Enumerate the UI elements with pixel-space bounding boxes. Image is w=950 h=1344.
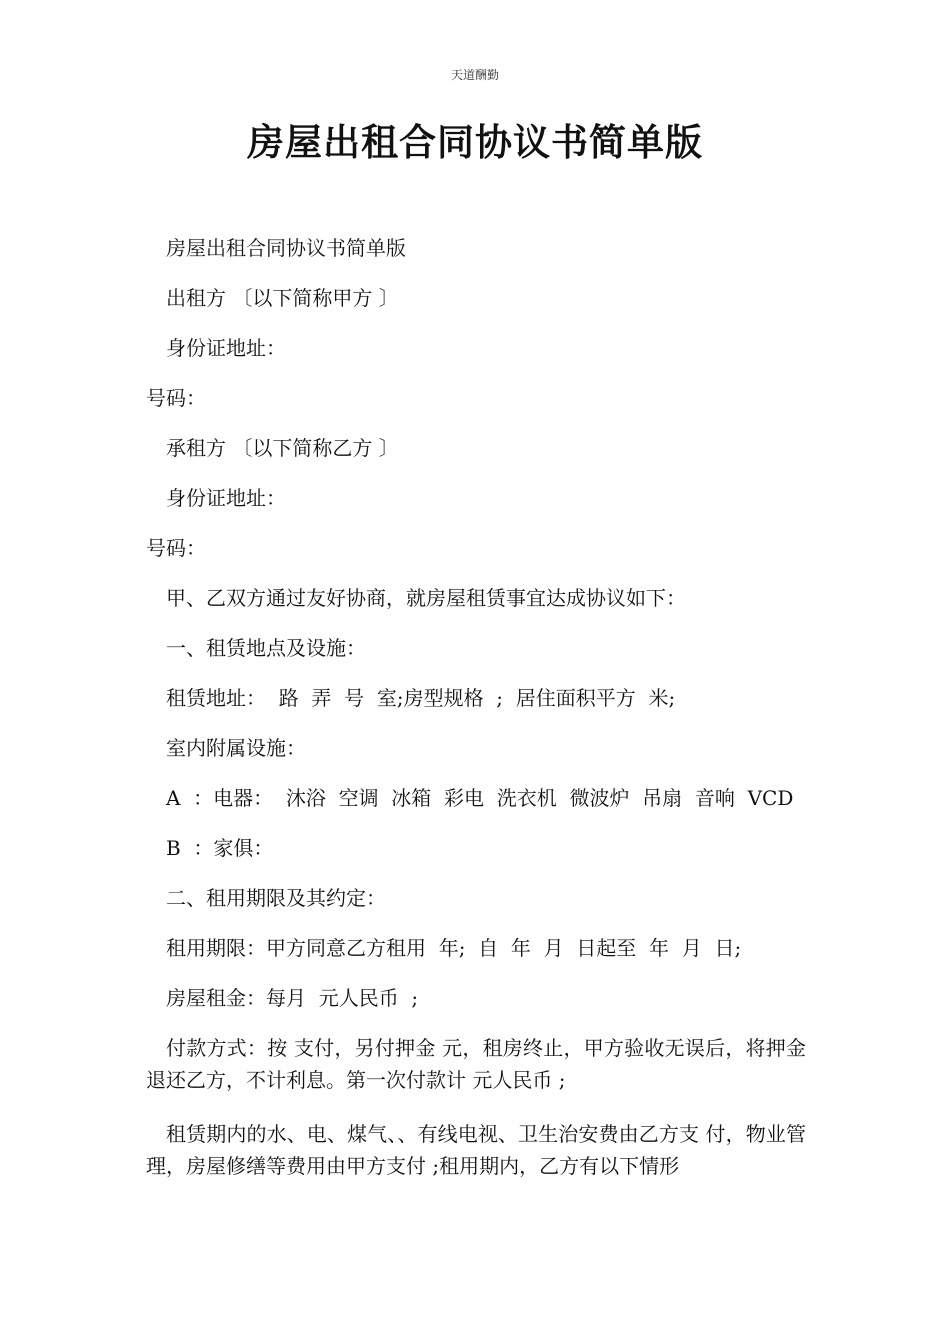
paragraph-section-one-heading: 一、租赁地点及设施： xyxy=(166,636,366,660)
paragraph-lessor-id-number: 号码： xyxy=(146,386,206,410)
paragraph-utilities: 租赁期内的水、电、煤气、、有线电视、卫生治安费由乙方支 付，物业管理，房屋修缮等费用由甲方支付 ;租用期内，乙方有以下情形 xyxy=(146,1122,806,1178)
paragraph-appliances: A ：电器： 沐浴 空调 冰箱 彩电 洗衣机 微波炉 吊扇 音响 VCD xyxy=(166,786,794,810)
document-body xyxy=(146,232,806,1182)
paragraph-furniture: B ：家俱： xyxy=(166,836,274,860)
paragraph-monthly-rent: 房屋租金：每月 元人民币 ; xyxy=(166,986,419,1010)
paragraph-lessor-id-address: 身份证地址： xyxy=(166,336,286,360)
paragraph-lessee-id-address: 身份证地址： xyxy=(166,486,286,510)
paragraph-payment-method: 付款方式：按 支付，另付押金 元，租房终止，甲方验收无误后，将押金退还乙方，不计利息。第一次付款计 元人民币 ; xyxy=(146,1036,806,1092)
paragraph-facilities-heading: 室内附属设施： xyxy=(166,736,306,760)
paragraph-lessee-id-number: 号码： xyxy=(146,536,206,560)
paragraph-lessee: 承租方 〔以下简称乙方 〕 xyxy=(166,436,399,460)
paragraph-agreement-intro: 甲、乙双方通过友好协商，就房屋租赁事宜达成协议如下： xyxy=(166,586,686,610)
paragraph-section-two-heading: 二、租用期限及其约定： xyxy=(166,886,386,910)
document-title: 房屋出租合同协议书简单版 xyxy=(247,120,703,164)
paragraph-lease-term: 租用期限：甲方同意乙方租用 年; 自 年 月 日起至 年 月 日; xyxy=(166,936,742,960)
paragraph-rental-address: 租赁地址： 路 弄 号 室;房型规格 ; 居住面积平方 米; xyxy=(166,686,676,710)
header-mark: 天道酬勤 xyxy=(450,68,499,82)
paragraph-title-repeat: 房屋出租合同协议书简单版 xyxy=(166,236,406,260)
paragraph-lessor: 出租方 〔以下简称甲方 〕 xyxy=(166,286,399,310)
